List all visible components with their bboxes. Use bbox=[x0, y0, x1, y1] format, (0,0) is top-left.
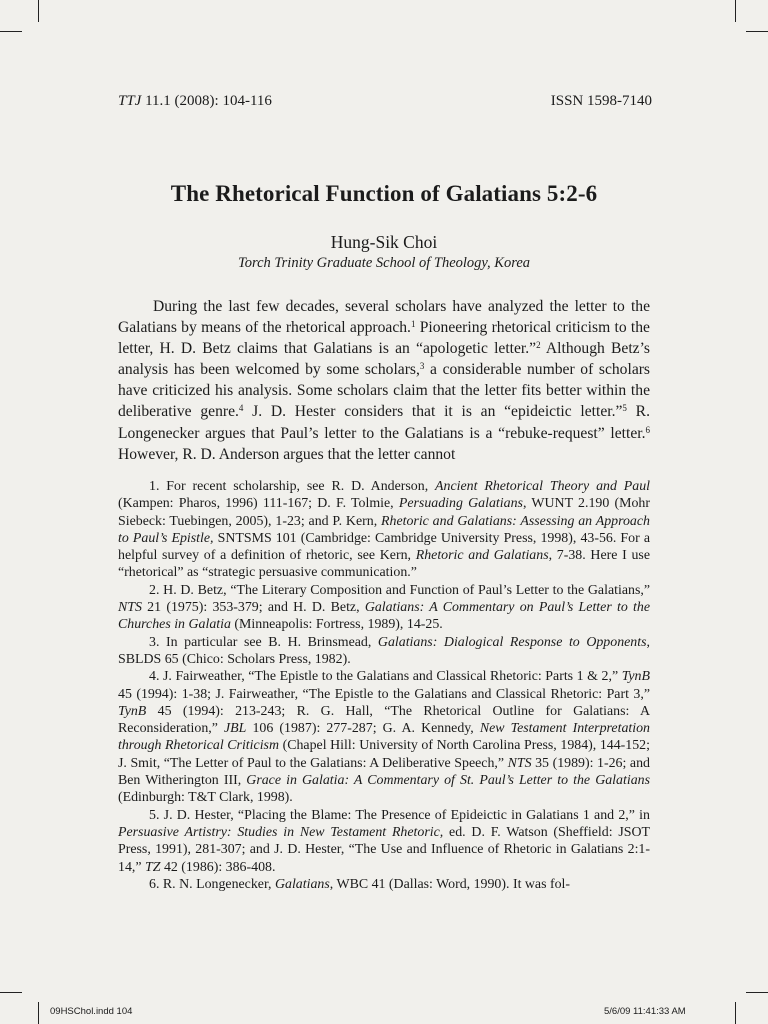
footnote-title: Persuading Galatians bbox=[398, 496, 523, 512]
footnote-1 bbox=[118, 478, 650, 582]
footnote-text: , SBLDS 65 (Chico: Scholars Press, 1982). bbox=[118, 634, 650, 667]
footnote-text: 106 (1987): 277-287; G. A. Kennedy, bbox=[246, 721, 480, 737]
footnote-text: 3. In particular see B. H. Brinsmead, bbox=[149, 634, 378, 650]
footnote-ref-1[interactable]: 1 bbox=[410, 319, 416, 330]
footnote-2 bbox=[118, 582, 650, 634]
footnote-title: Persuasive Artistry: Studies in New Testament Rhetoric, bbox=[118, 824, 444, 840]
footnote-title: TynB bbox=[118, 703, 147, 719]
issn: ISSN 1598-7140 bbox=[550, 93, 652, 109]
footnote-text: SNTSMS 101 (Cambridge: Cambridge University Press, 1998), 43-56. For a helpful survey of a definition of rhetoric, see Kern, bbox=[118, 530, 650, 564]
running-header bbox=[118, 93, 652, 110]
footnote-ref-2[interactable]: 2 bbox=[536, 340, 541, 351]
footnote-text: 4. J. Fairweather, “The Epistle to the Galatians and Classical Rhetoric: Parts 1 & 2,” bbox=[149, 669, 622, 685]
body-text-run: Pioneering rhetorical criticism to the letter, H. D. Betz claims that Galatians is an “apologetic letter.” bbox=[118, 319, 650, 358]
footnote-ref-5[interactable]: 5 bbox=[622, 403, 627, 414]
footnotes bbox=[118, 478, 650, 893]
slug-timestamp: 5/6/09 11:41:33 AM bbox=[604, 1006, 686, 1017]
footnote-text: 1. For recent scholarship, see R. D. Anderson, bbox=[149, 479, 436, 494]
journal-volume-pages: 11.1 (2008): 104-116 bbox=[141, 93, 272, 109]
footnote-title: NTS bbox=[118, 600, 142, 616]
footnote-4 bbox=[118, 668, 650, 806]
footnote-text: 45 (1994): 213-243; R. G. Hall, “The Rhetorical Outline for Galatians: A Reconsideration,” bbox=[118, 703, 650, 737]
footnote-text: ed. D. F. Watson (Sheffield: JSOT Press, 1991), 281-307; and J. D. Hester, “The Use and Influence of Rhetoric in Galatians 2:1-14,” bbox=[118, 824, 651, 875]
footnote-title: JBL bbox=[224, 721, 247, 737]
footnote-5 bbox=[118, 807, 650, 876]
footnote-title: New Testament Interpretation through Rhetorical Criticism bbox=[118, 721, 650, 754]
body-text-run: a considerable number of scholars have criticized his analysis. Some scholars claim that the letter fits better within the deliberative genre. bbox=[118, 361, 650, 421]
footnote-text: , 7-38. Here I use “rhetorical” as “strategic persuasive communication.” bbox=[118, 548, 650, 581]
footnote-title: Galatians: A Commentary on Paul’s Letter to the Churches in Galatia bbox=[118, 600, 650, 633]
footnote-ref-4[interactable]: 4 bbox=[238, 403, 244, 414]
slug-filename: 09HSChol.indd 104 bbox=[50, 1006, 133, 1017]
journal-abbreviation: TTJ bbox=[118, 93, 142, 109]
body-text-run: J. D. Hester considers that it is an “epideictic letter.” bbox=[243, 403, 623, 421]
footnote-text: (Edinburgh: T&T Clark, 1998). bbox=[118, 790, 293, 806]
footnote-text: 42 (1986): 386-408. bbox=[160, 859, 276, 875]
body-text-run: Although Betz’s analysis has been welcomed by some scholars, bbox=[118, 340, 650, 379]
footnote-ref-6[interactable]: 6 bbox=[645, 424, 650, 435]
article-title: The Rhetorical Function of Galatians 5:2-6 bbox=[170, 181, 598, 206]
footnote-title: Ancient Rhetorical Theory and Paul bbox=[435, 479, 651, 494]
body-text-run: During the last few decades, several scholars have analyzed the letter to the Galatians by means of the rhetorical approach. bbox=[118, 298, 650, 337]
footnote-text: (Minneapolis: Fortress, 1989), 14-25. bbox=[230, 617, 443, 633]
footnote-text: , WUNT 2.190 (Mohr Siebeck: Tuebingen, 2005), 1-23; and P. Kern, bbox=[118, 496, 650, 529]
author-affiliation: Torch Trinity Graduate School of Theology, Korea bbox=[237, 255, 531, 271]
footnote-6 bbox=[118, 876, 650, 893]
footnote-title: TynB bbox=[621, 669, 650, 685]
footnote-text: 45 (1994): 1-38; J. Fairweather, “The Epistle to the Galatians and Classical Rhetoric: Part 3,” bbox=[118, 686, 650, 702]
body-text-run: R. Longenecker argues that Paul’s letter to the Galatians is a “rebuke-request” letter. bbox=[118, 403, 650, 442]
footnote-ref-3[interactable]: 3 bbox=[419, 361, 425, 372]
footnote-title: NTS bbox=[507, 755, 532, 771]
footnote-text: 5. J. D. Hester, “Placing the Blame: The Presence of Epideictic in Galatians 1 and 2,” in bbox=[149, 807, 650, 823]
footnote-text: 2. H. D. Betz, “The Literary Composition and Function of Paul’s Letter to the Galatians,” bbox=[149, 582, 650, 598]
footnote-title: Grace in Galatia: A Commentary of St. Paul’s Letter to the Galatians bbox=[246, 773, 650, 789]
footnote-text: 6. R. N. Longenecker, bbox=[149, 876, 275, 892]
footnote-title: Galatians: Dialogical Response to Opponents bbox=[377, 634, 647, 650]
footnote-text: 21 (1975): 353-379; and H. D. Betz, bbox=[141, 600, 365, 616]
footnote-title: Rhetoric and Galatians bbox=[415, 548, 549, 564]
footnote-text: (Kampen: Pharos, 1996) 111-167; D. F. Tolmie, bbox=[118, 496, 399, 512]
footnote-title: Rhetoric and Galatians: Assessing an Approach to Paul’s Epistle, bbox=[118, 513, 650, 546]
footnote-title: TZ bbox=[145, 859, 161, 875]
body-text-run: However, R. D. Anderson argues that the letter cannot bbox=[118, 445, 456, 463]
footnote-title: Galatians bbox=[274, 876, 330, 892]
journal-citation bbox=[118, 93, 272, 110]
footnote-text: 35 (1989): 1-26; and Ben Witherington III, bbox=[118, 755, 650, 789]
article-author: Hung-Sik Choi bbox=[330, 232, 438, 252]
body-paragraph bbox=[118, 296, 650, 465]
footnote-3 bbox=[118, 634, 650, 669]
footnote-text: (Chapel Hill: University of North Carolina Press, 1984), 144-152; J. Smit, “The Letter of Paul to the Galatians: A Deliberative Speech,” bbox=[118, 738, 650, 771]
footnote-text: , WBC 41 (Dallas: Word, 1990). It was fol- bbox=[329, 876, 571, 892]
